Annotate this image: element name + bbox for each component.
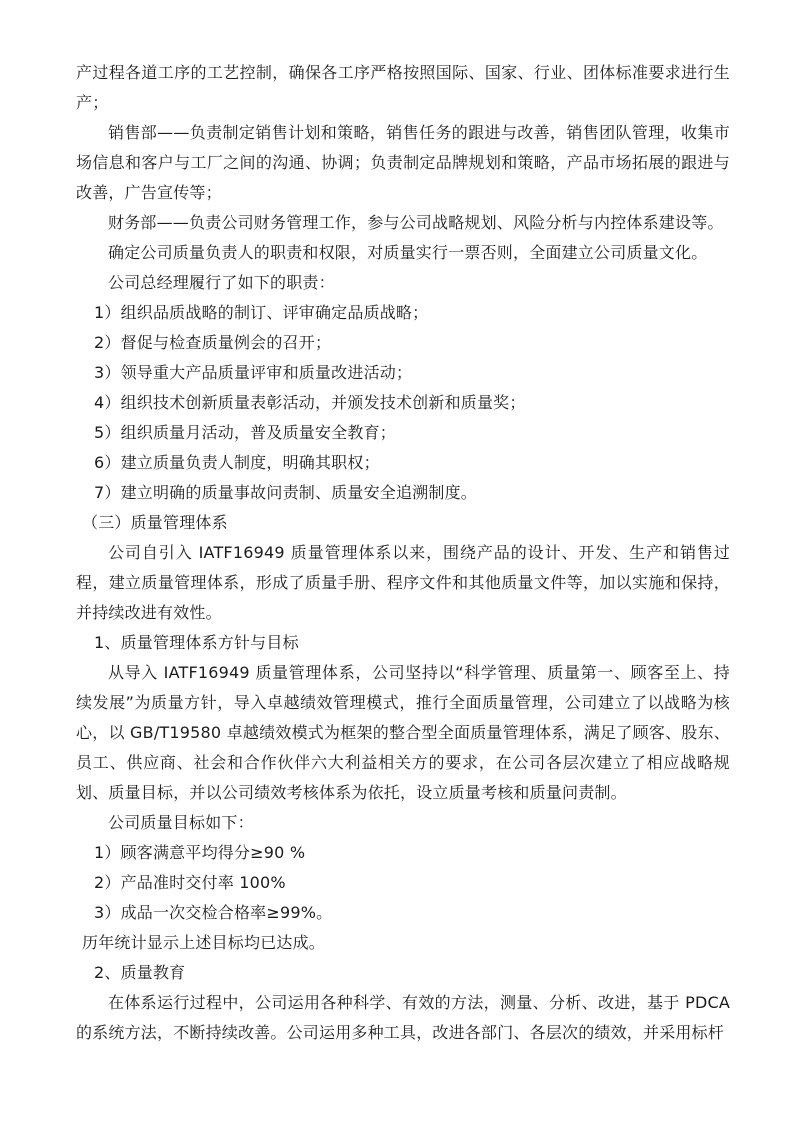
list-item-duty-5: 5）组织质量月活动，普及质量安全教育； xyxy=(94,423,396,442)
list-item-duty-4: 4）组织技术创新质量表彰活动，并颁发技术创新和质量奖； xyxy=(94,393,526,412)
paragraph-goals-intro: 公司质量目标如下： xyxy=(108,813,254,832)
sub-heading-policy-goals: 1、质量管理体系方针与目标 xyxy=(94,633,299,652)
list-item-goal-3: 3）成品一次交检合格率≥99%。 xyxy=(94,903,333,922)
paragraph-pdca: 在体系运行过程中，公司运用各种科学、有效的方法，测量、分析、改进，基于 PDCA 的系统方法，不断持续改善。公司运用多种工具，改进各部门、各层次的绩效，并采用标杆 xyxy=(76,993,730,1042)
sub-heading-quality-education: 2、质量教育 xyxy=(94,963,186,982)
list-item-goal-1: 1）顾客满意平均得分≥90 % xyxy=(94,843,306,862)
paragraph-quality-veto: 确定公司质量负责人的职责和权限，对质量实行一票否则，全面建立公司质量文化。 xyxy=(108,243,708,262)
list-item-duty-2: 2）督促与检查质量例会的召开； xyxy=(94,333,332,352)
paragraph-sales-dept: 销售部——负责制定销售计划和策略，销售任务的跟进与改善，销售团队管理，收集市场信息和客户与工厂之间的沟通、协调；负责制定品牌规划和策略，产品市场拓展的跟进与改善，广告宣传等； xyxy=(76,123,730,202)
paragraph-gm-duties-intro: 公司总经理履行了如下的职责： xyxy=(108,273,335,292)
paragraph-finance-dept: 财务部——负责公司财务管理工作，参与公司战略规划、风险分析与内控体系建设等。 xyxy=(108,213,724,232)
paragraph-iatf-intro: 公司自引入 IATF16949 质量管理体系以来，围绕产品的设计、开发、生产和销售过程，建立质量管理体系，形成了质量手册、程序文件和其他质量文件等，加以实施和保持，并持续改进有效性。 xyxy=(76,543,730,622)
list-item-duty-6: 6）建立质量负责人制度，明确其职权； xyxy=(94,453,380,472)
paragraph-goals-achieved: 历年统计显示上述目标均已达成。 xyxy=(82,933,326,952)
document-body xyxy=(76,58,730,1048)
paragraph-continuation: 产过程各道工序的工艺控制，确保各工序严格按照国际、国家、行业、团体标准要求进行生产； xyxy=(76,63,730,112)
list-item-goal-2: 2）产品准时交付率 100% xyxy=(94,873,286,892)
list-item-duty-1: 1）组织品质战略的制订、评审确定品质战略； xyxy=(94,303,429,322)
list-item-duty-3: 3）领导重大产品质量评审和质量改进活动； xyxy=(94,363,413,382)
list-item-duty-7: 7）建立明确的质量事故问责制、质量安全追溯制度。 xyxy=(94,483,477,502)
paragraph-quality-policy: 从导入 IATF16949 质量管理体系，公司坚持以“科学管理、质量第一、顾客至上、持续发展”为质量方针，导入卓越绩效管理模式，推行全面质量管理，公司建立了以战略为核心，以 GB/T19580 卓越绩效模式为框架的整合型全面质量管理体系，满足了顾客、股东、员工、供应商、社会和合作伙伴六大利益相关方的要求，在公司各层次建立了相应战略规划、质量目标，并以公司绩效考核体系为依托，设立质量考核和质量问责制。 xyxy=(76,663,730,802)
section-heading-qms: （三）质量管理体系 xyxy=(82,513,228,532)
